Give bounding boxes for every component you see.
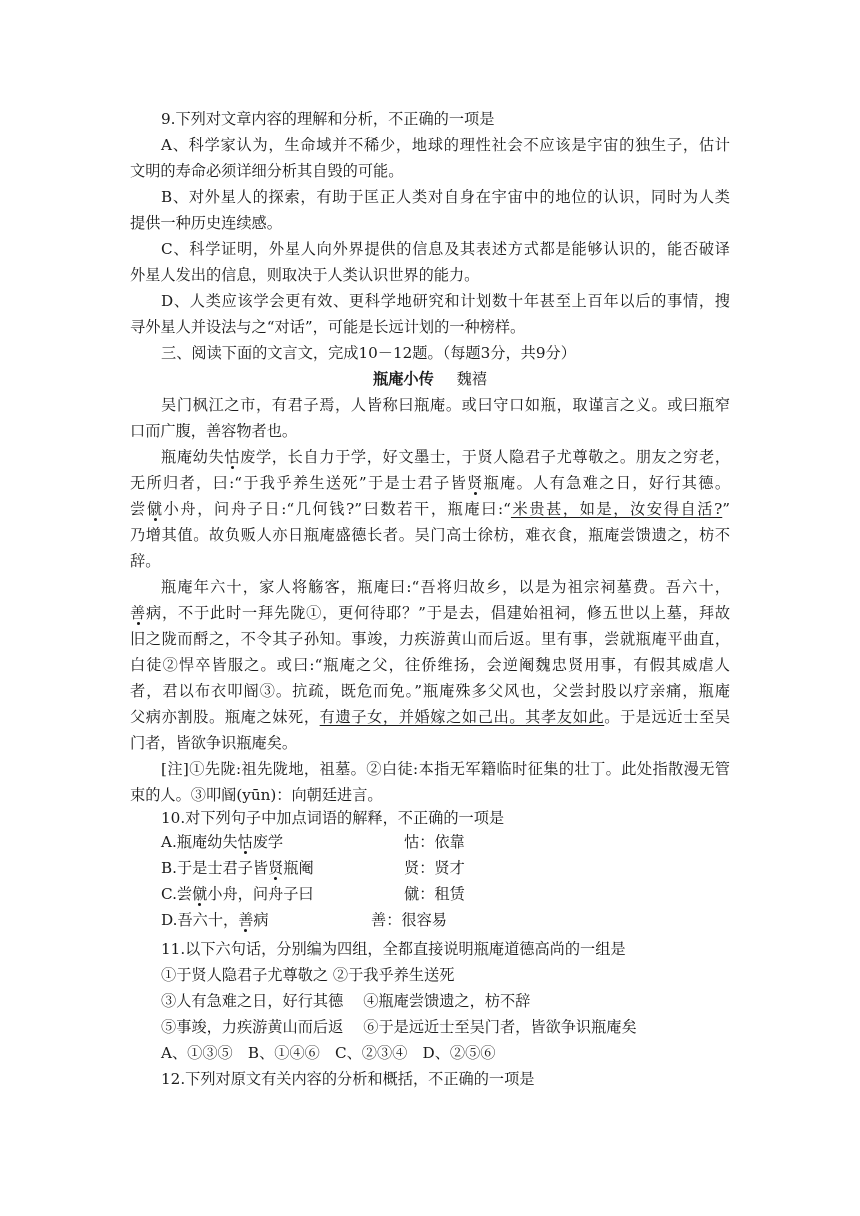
dotted-word: 僦 [146, 500, 164, 518]
q10-stem: 10.对下列句子中加点词语的解释，不正确的一项是 [161, 809, 505, 827]
section-3-header: 三、阅读下面的文言文，完成10－12题。（每题3分，共9分） [161, 344, 576, 362]
q10-option-c: C.尝僦小舟，问舟子曰 [161, 885, 314, 903]
q11-items-row3: ⑤事竣，力疾游黄山而后返 ⑥于是远近士至吴门者，皆欲争识瓶庵矣 [161, 1018, 637, 1036]
underlined-sentence: 有遗子女，并婚嫁之如己出。其孝友如此 [319, 708, 605, 726]
q9-option-a-line2: 文明的寿命必须详细分析其自毁的可能。 [130, 162, 404, 180]
passage-p3-line5: 者，君以布衣叩阍③。抗疏，既危而免。”瓶庵殊多父风也，父尝封股以疗亲痛，瓶庵 [130, 682, 730, 700]
passage-heading [130, 367, 730, 391]
passage-p2-line1: 瓶庵幼失怙废学，长自力于学，好文墨士，于贤人隐君子尤尊敬之。朋友之穷老， [161, 448, 731, 466]
dotted-word: 怙 [237, 833, 253, 851]
q9-option-a-line1: A、科学家认为，生命域并不稀少，地球的理性社会不应该是宇宙的独生子，估计 [161, 136, 730, 154]
underlined-sentence: 米贵甚，如是，汝安得自活? [510, 500, 723, 518]
dotted-word: 僦 [192, 885, 208, 903]
q10-option-b-gloss: 贤：贤才 [404, 859, 465, 877]
passage-p3-line2: 善病，不于此时一拜先陇①，更何待耶？”于是去，倡建始祖祠，修五世以上墓，拜故 [130, 604, 731, 622]
dotted-word: 贤 [467, 474, 484, 492]
q9-option-b-line1: B、对外星人的探索，有助于匡正人类对自身在宇宙中的地位的认识，同时为人类 [161, 188, 730, 206]
passage-p3-line7: 门者，皆欲争识瓶庵矣。 [130, 734, 298, 752]
passage-p3-line4: 白徒②悍卒皆服之。或曰:“瓶庵之父，往侨维扬，会逆阉魏忠贤用事，有假其威虐人 [130, 656, 730, 674]
q10-option-d-gloss: 善：很容易 [371, 911, 447, 929]
q12-stem: 12.下列对原文有关内容的分析和概括，不正确的一项是 [161, 1070, 535, 1088]
q10-option-c-gloss: 僦：租赁 [404, 885, 465, 903]
q11-items-row2: ③人有急难之日，好行其德 ④瓶庵尝馈遗之，枋不辞 [161, 992, 531, 1010]
passage-p3-line1: 瓶庵年六十，家人将觞客，瓶庵曰:“吾将归故乡，以是为祖宗祠墓费。吾六十， [161, 578, 730, 596]
q9-option-d-line2: 寻外星人并设法与之“对话”，可能是长远计划的一种榜样。 [130, 318, 526, 336]
q9-option-c-line2: 外星人发出的信息，则取决于人类认识世界的能力。 [130, 266, 480, 284]
q9-stem: 9.下列对文章内容的理解和分析，不正确的一项是 [161, 110, 495, 128]
q11-answer-choices: A、①③⑤ B、①④⑥ C、②③④ D、②⑤⑥ [161, 1044, 496, 1062]
passage-p2-line4: 乃增其值。故负贩人亦日瓶庵盛德长者。吴门高士徐枋，难衣食，瓶庵尝馈遗之，枋不 [130, 526, 730, 544]
dotted-word: 善 [238, 911, 254, 929]
dotted-word: 怙 [224, 448, 241, 466]
q11-stem: 11.以下六句话，分别编为四组，全都直接说明瓶庵道德高尚的一组是 [161, 940, 626, 958]
q9-option-b-line2: 提供一种历史连续感。 [130, 214, 282, 232]
q9-option-d-line1: D、人类应该学会更有效、更科学地研究和计划数十年甚至上百年以后的事情，搜 [161, 292, 730, 310]
passage-note-line2: 束的人。③叩阍(yūn)：向朝廷进言。 [130, 786, 383, 804]
q10-option-a-gloss: 怙：依靠 [404, 833, 465, 851]
dotted-word: 贤 [268, 859, 284, 877]
q9-option-c-line1: C、科学证明，外星人向外界提供的信息及其表述方式都是能够认识的，能否破译 [161, 240, 730, 258]
passage-p3-line3: 旧之陇而酹之，不令其子孙知。事竣，力疾游黄山而后返。里有事，尝就瓶庵平曲直， [130, 630, 730, 648]
passage-p2-line5: 辞。 [130, 552, 161, 570]
q10-option-b: B.于是士君子皆贤瓶阉 [161, 859, 314, 877]
passage-title: 瓶庵小传 [373, 370, 434, 388]
dotted-word: 善 [130, 604, 147, 622]
passage-p1-line2: 口而广腹，善容物者也。 [130, 422, 298, 440]
passage-note-line1: [注]①先陇:祖先陇地，祖墓。②白徒:本指无军籍临时征集的壮丁。此处指散漫无管 [161, 760, 730, 778]
passage-p3-line6: 父病亦割股。瓶庵之妹死，有遗子女，并婚嫁之如己出。其孝友如此。于是远近士至吴 [130, 708, 731, 726]
q10-option-d: D.吾六十，善病 [161, 911, 269, 929]
passage-author: 魏禧 [456, 370, 487, 388]
passage-p2-line2: 无所归者，曰:“于我乎养生送死”于是士君子皆贤瓶庵。人有急难之日，好行其德。 [130, 474, 731, 492]
q11-items-row1: ①于贤人隐君子尤尊敬之 ②于我乎养生送死 [161, 966, 455, 984]
passage-p2-line3: 尝僦小舟，问舟子日:“几何钱?”曰数若干，瓶庵曰:“米贵甚，如是，汝安得自活?” [130, 500, 731, 518]
q10-option-a: A.瓶庵幼失怙废学 [161, 833, 284, 851]
passage-p1-line1: 吴门枫江之市，有君子焉，人皆称曰瓶庵。或曰守口如瓶，取谨言之义。或曰瓶窄 [161, 396, 730, 414]
